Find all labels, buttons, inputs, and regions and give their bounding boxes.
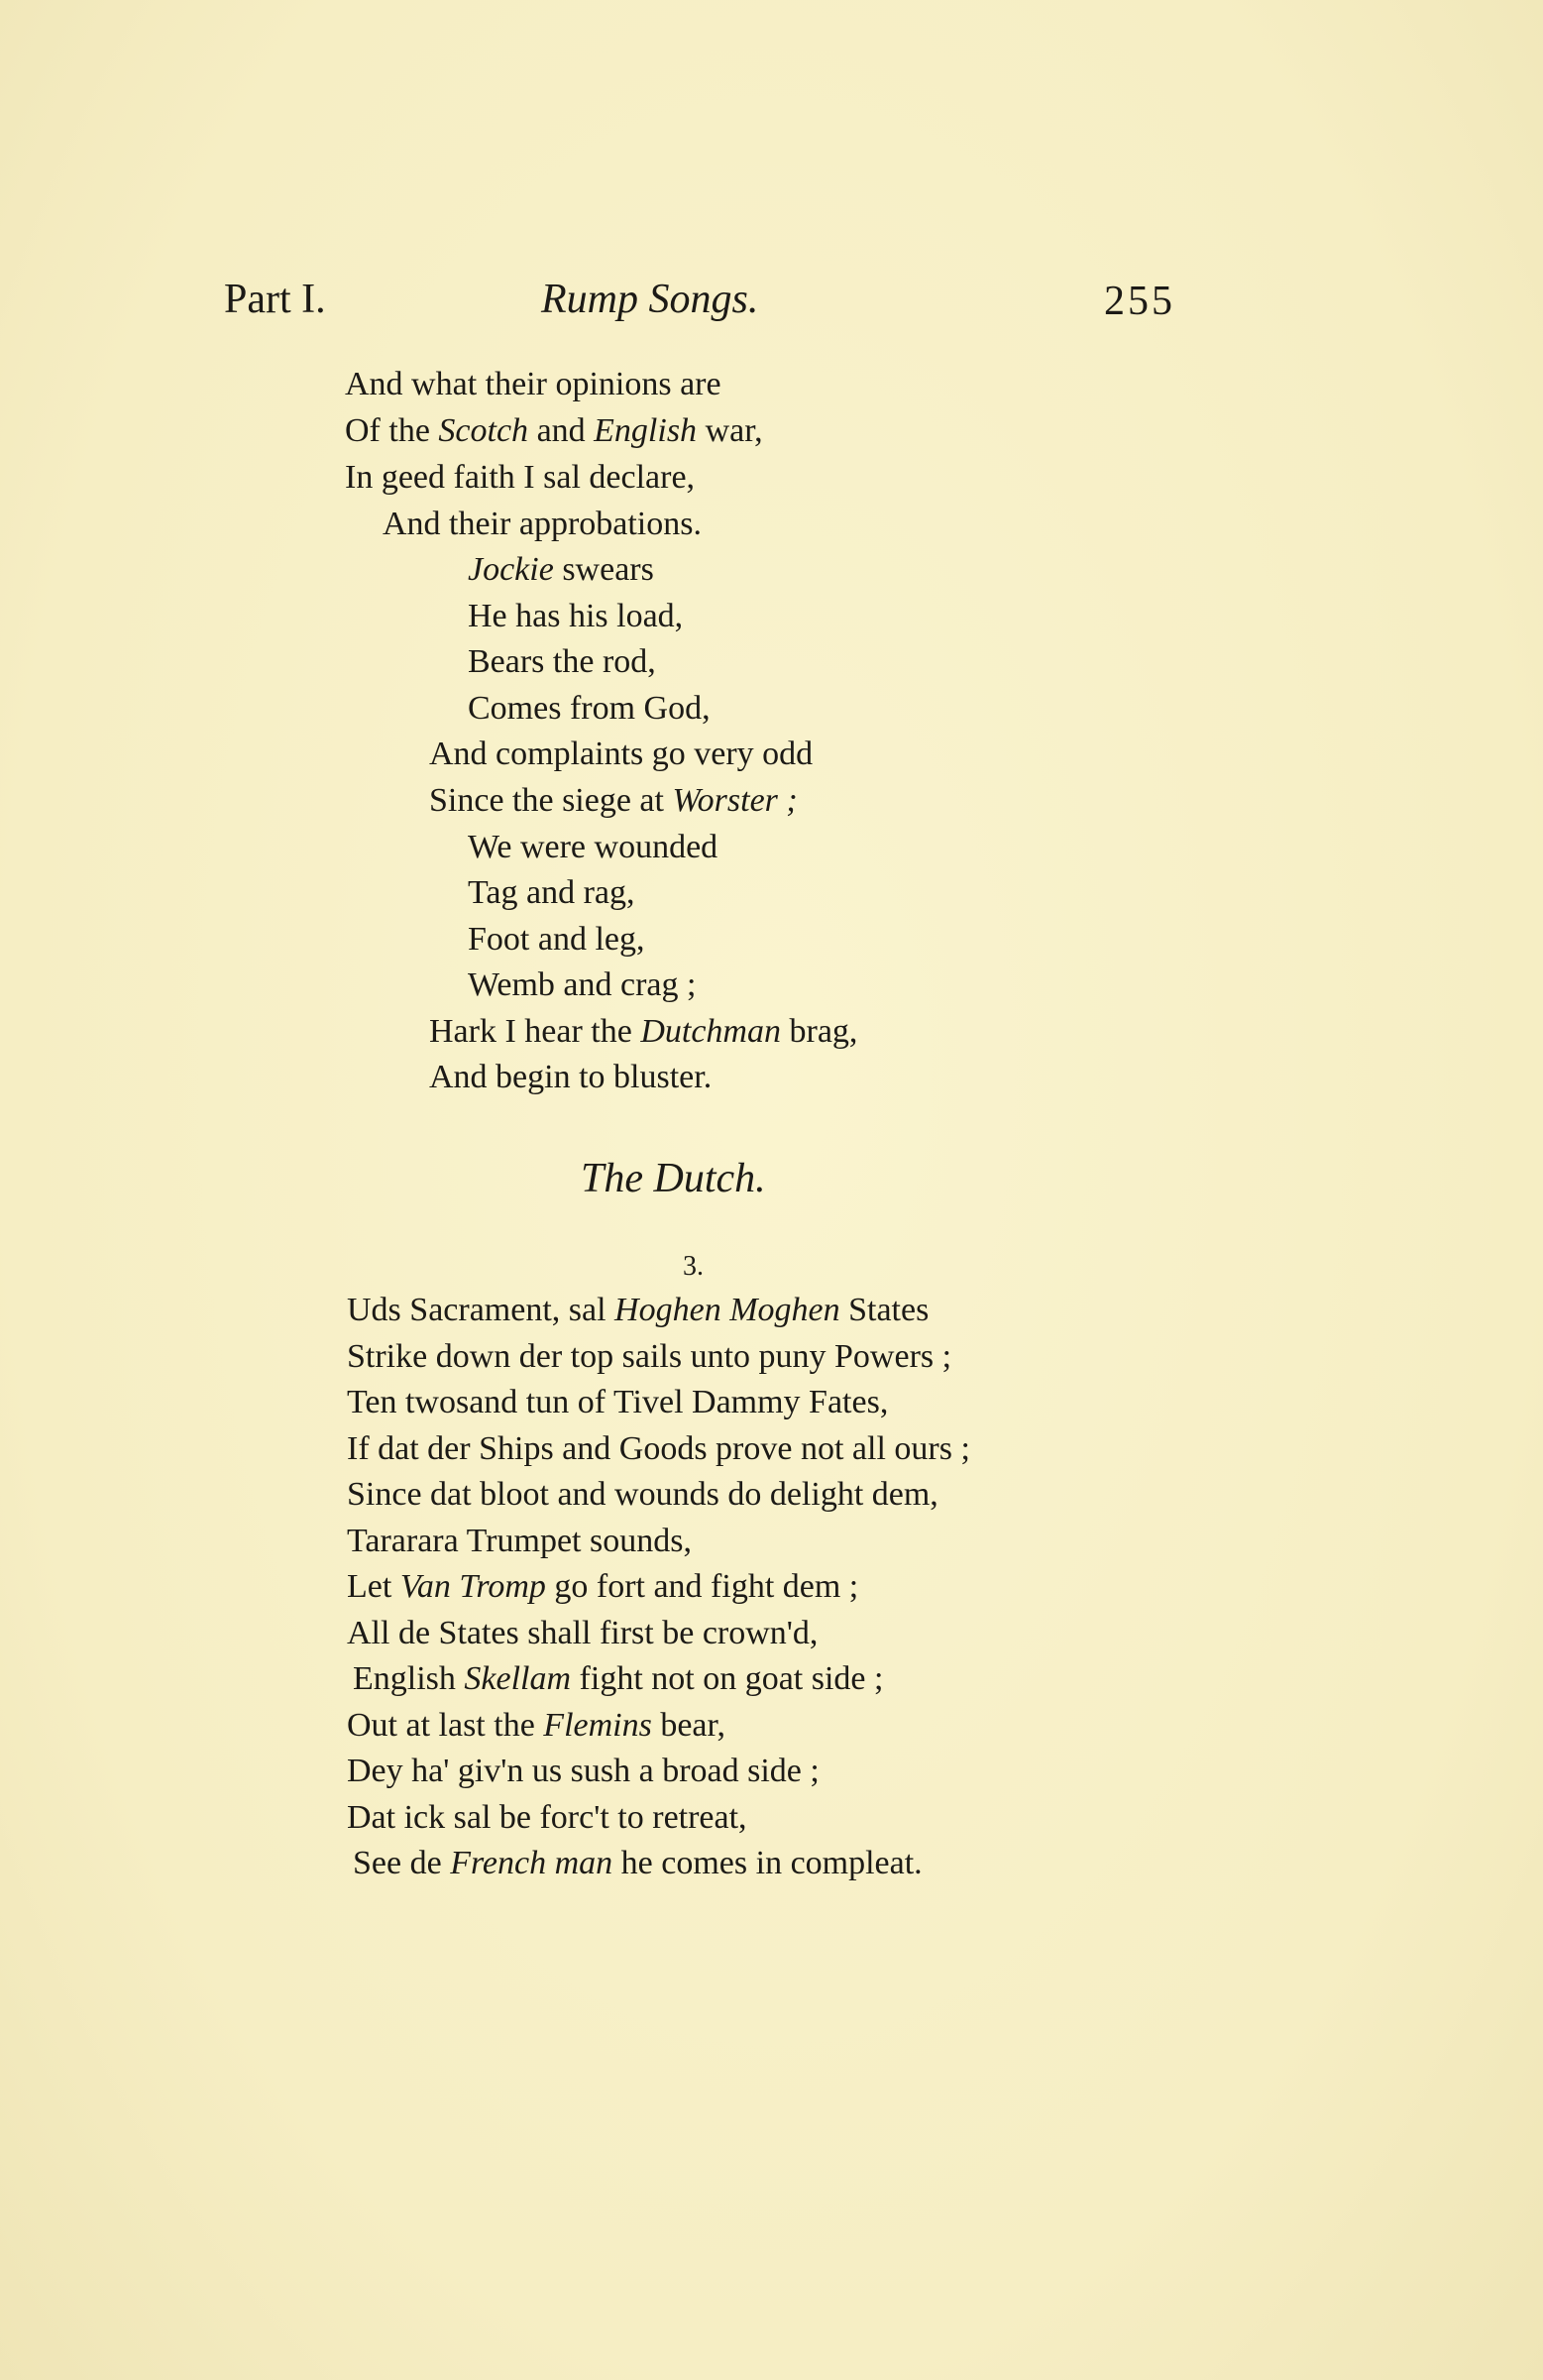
verse-line [345,365,721,404]
verse-text: And what their opinions are [345,366,721,402]
verse-line [383,505,702,544]
verse-text: he comes in compleat. [612,1845,923,1881]
verse-text: States [839,1292,930,1328]
verse-text: war, [697,412,763,449]
part-label: Part I. [224,277,326,322]
verse-line [345,411,763,451]
verse-text: English [353,1660,465,1697]
italic-text: Hoghen Moghen [614,1292,840,1328]
italic-text: Scotch [438,412,529,449]
verse-text: Of the [345,412,439,449]
verse-line [468,873,635,913]
italic-text: Worster ; [672,782,798,819]
verse-text: He has his load, [468,598,684,634]
verse-text: bear, [651,1707,725,1744]
verse-text: Since the siege at [429,782,673,819]
verse-text: In geed faith I sal declare, [345,459,696,496]
italic-text: Dutchman [640,1013,781,1050]
italic-text: Van Tromp [399,1568,546,1605]
verse-line [347,1475,938,1515]
verse-line [468,550,654,590]
verse-text: Let [347,1568,400,1605]
verse-line [468,642,656,682]
verse-text: Since dat bloot and wounds do delight dem, [347,1476,938,1513]
verse-line [347,1798,747,1838]
page-number: 255 [1104,279,1175,324]
verse-text: go fort and fight dem ; [545,1568,859,1605]
verse-line [353,1659,883,1699]
verse-text: Bears the rod, [468,643,656,680]
verse-text: Dat ick sal be forc't to retreat, [347,1799,747,1836]
verse-line [429,1012,857,1052]
verse-text: And their approbations. [383,506,702,542]
verse-line [347,1614,818,1653]
verse-line [468,597,683,636]
verse-line [468,920,644,960]
verse-text: And complaints go very odd [429,736,814,772]
verse-line [347,1337,951,1377]
italic-text: Flemins [543,1707,652,1744]
verse-text: and [528,412,595,449]
verse-text: Out at last the [347,1707,544,1744]
verse-text: Wemb and crag ; [468,966,697,1003]
verse-text: And begin to bluster. [429,1059,713,1095]
verse-text: Tag and rag, [468,874,635,911]
verse-line [429,735,813,774]
verse-text: Comes from God, [468,690,711,727]
italic-text: French man [450,1845,613,1881]
verse-text: If dat der Ships and Goods prove not all ours ; [347,1430,970,1467]
verse-text: See de [353,1845,451,1881]
verse-line [468,965,696,1005]
verse-line [347,1567,858,1607]
verse-line [468,828,717,867]
verse-line [347,1429,970,1469]
verse-line [347,1706,725,1746]
running-title: Rump Songs. [541,277,759,322]
verse-text: Hark I hear the [429,1013,641,1050]
verse-text: brag, [781,1013,858,1050]
verse-text: Dey ha' giv'n us sush a broad side ; [347,1753,820,1789]
verse-text: Ten twosand tun of Tivel Dammy Fates, [347,1384,889,1420]
italic-text: English [594,412,698,449]
verse-text: All de States shall first be crown'd, [347,1615,819,1651]
verse-line [353,1844,923,1883]
verse-text: swears [553,551,654,588]
stanza-number: 3. [683,1251,704,1282]
verse-line [345,458,695,498]
verse-line [347,1752,820,1791]
verse-line [347,1522,692,1561]
verse-text: Tararara Trumpet sounds, [347,1523,692,1559]
running-header [224,276,1175,335]
verse-text: fight not on goat side ; [571,1660,884,1697]
section-title: The Dutch. [581,1156,766,1201]
italic-text: Skellam [464,1660,572,1697]
verse-line [347,1291,929,1330]
verse-text: We were wounded [468,829,718,865]
verse-text: Uds Sacrament, sal [347,1292,615,1328]
verse-text: Foot and leg, [468,921,645,958]
verse-line [429,1058,712,1097]
italic-text: Jockie [468,551,554,588]
verse-line [468,689,711,729]
verse-line [347,1383,888,1422]
verse-line [429,781,798,821]
verse-text: Strike down der top sails unto puny Powers ; [347,1338,952,1375]
